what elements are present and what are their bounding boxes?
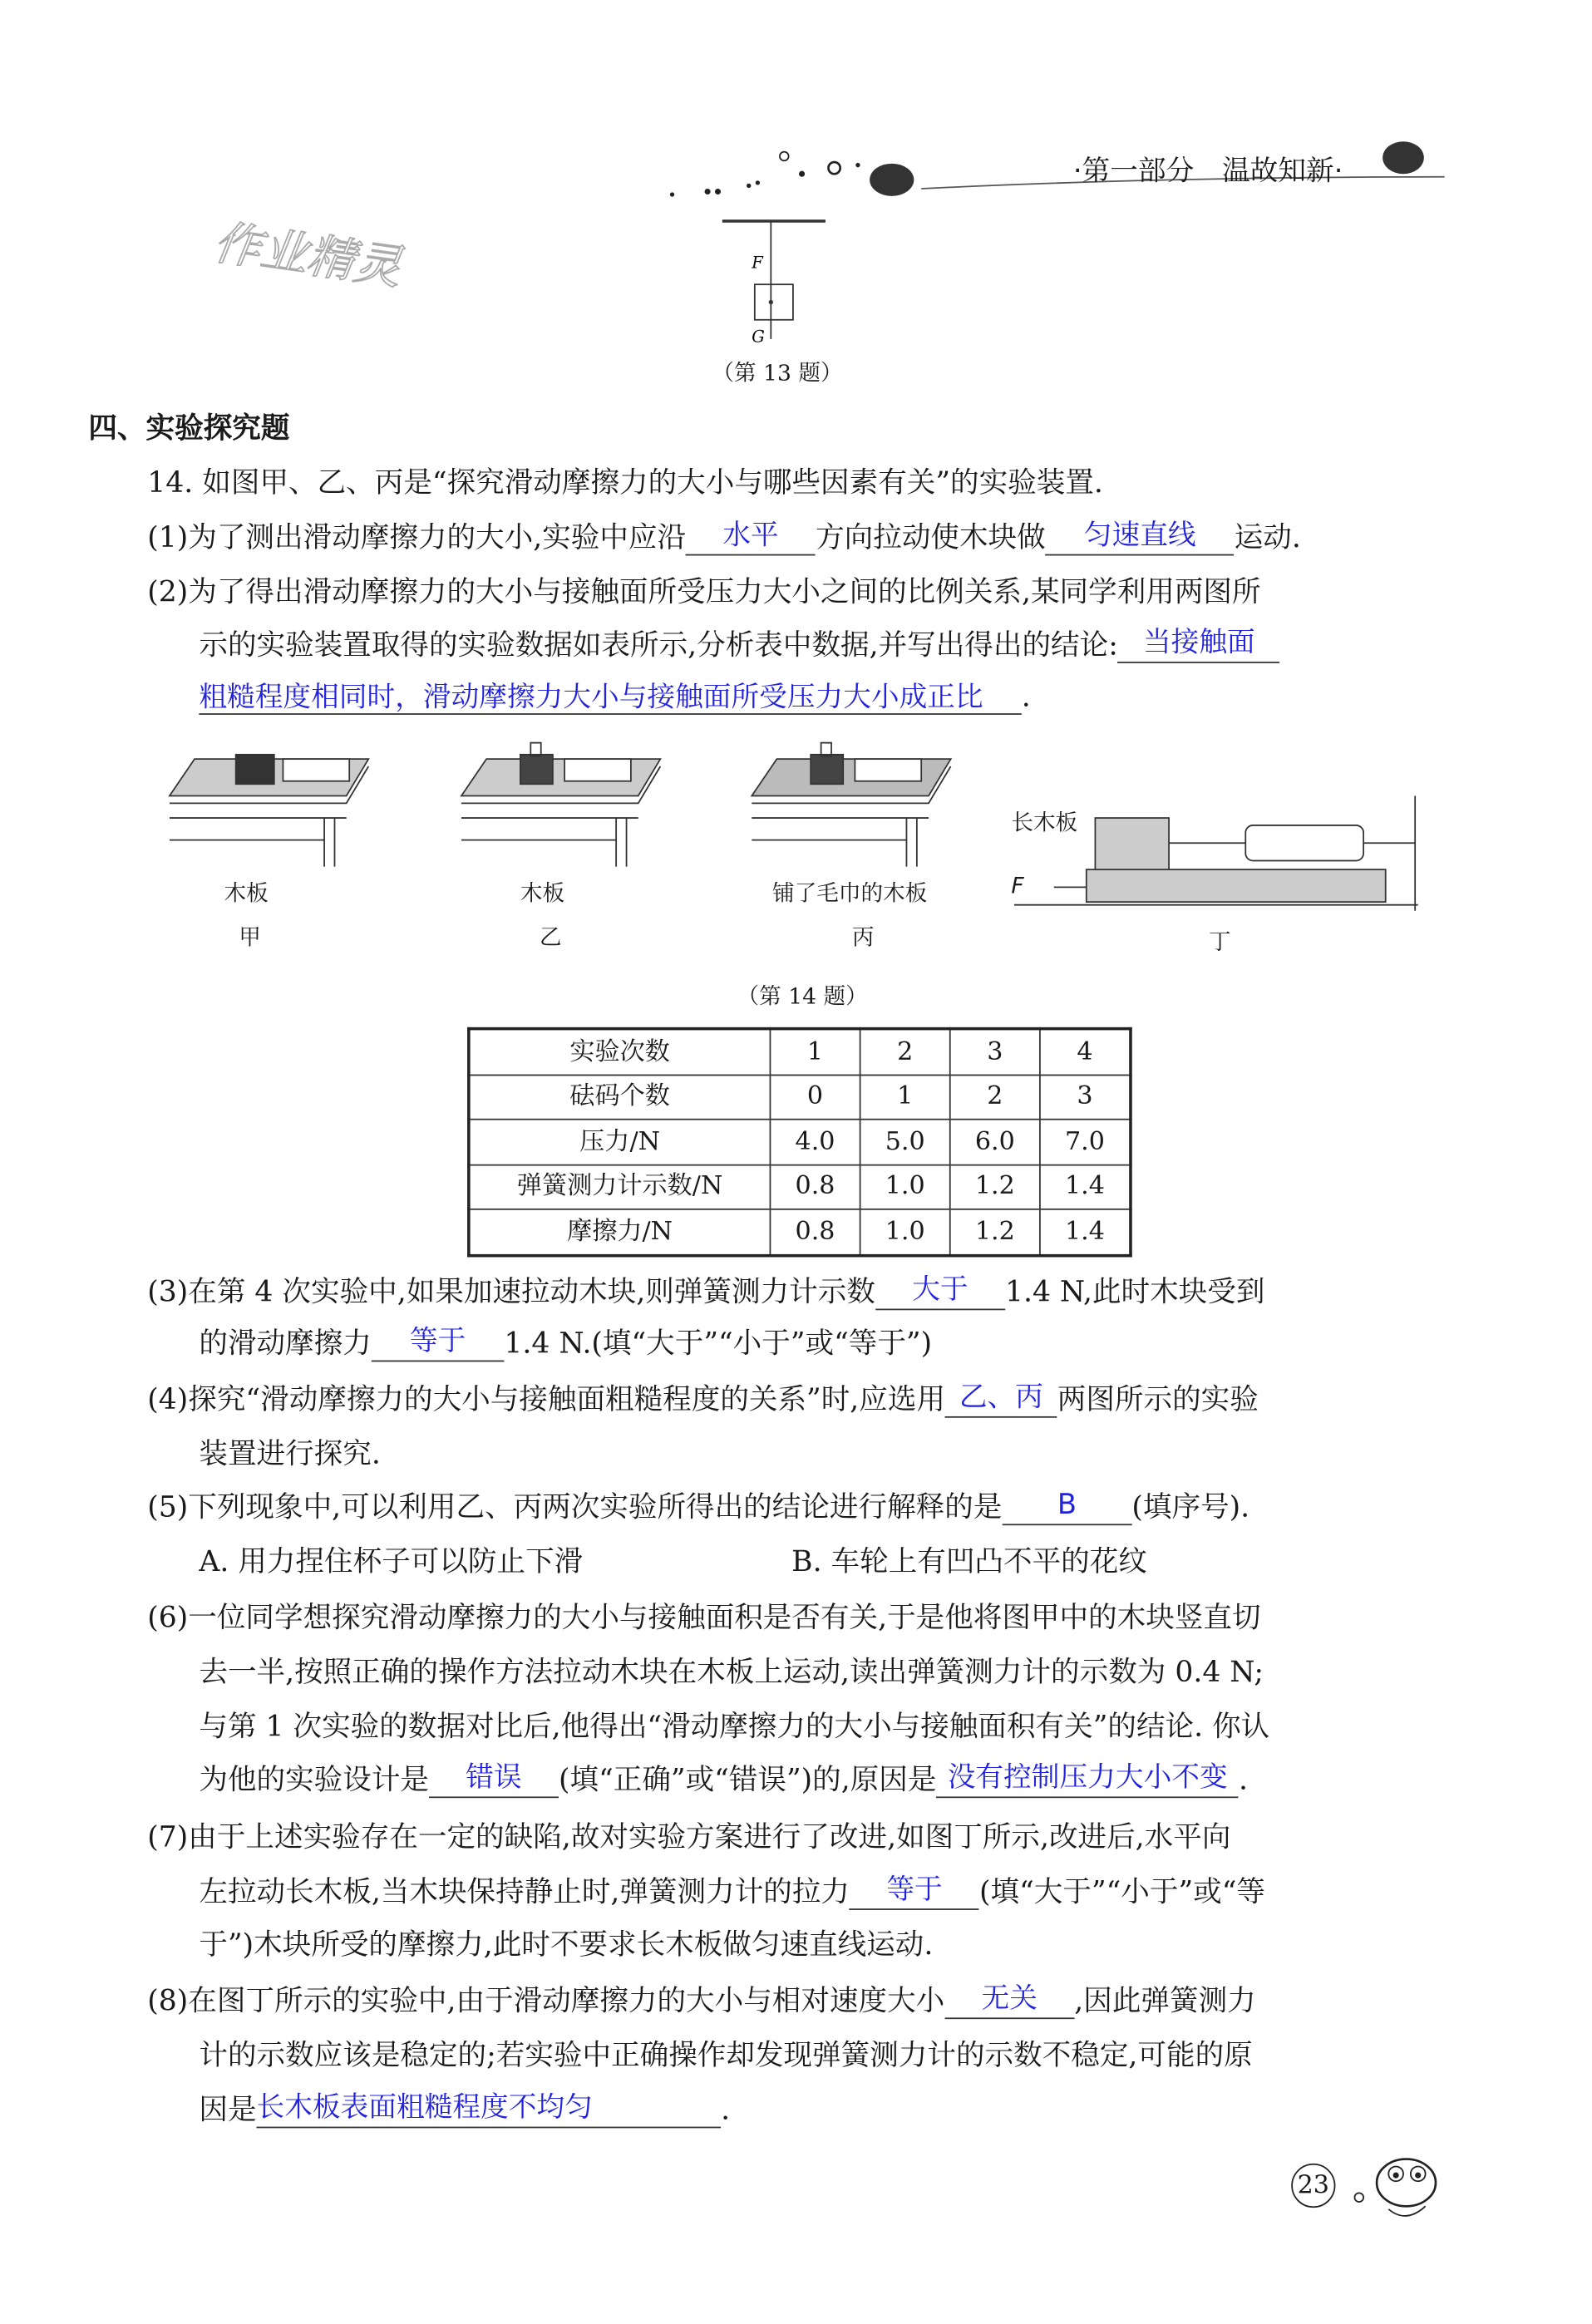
long-board-label: 长木板 (1011, 809, 1078, 836)
setup-jia (170, 755, 368, 867)
table-cell: 5.0 (860, 1120, 950, 1164)
table-cell: 7.0 (1040, 1120, 1131, 1164)
table-row (469, 1209, 1131, 1255)
q14-part1: (1)为了测出滑动摩擦力的大小,实验中应沿 水平 方向拉动使木块做 匀速直线 运动. (147, 519, 1301, 554)
yi-label: 乙 (539, 923, 562, 951)
section-header: ·第一部分 温故知新· (1072, 155, 1343, 188)
answer-blank[interactable]: 无关 (944, 1987, 1074, 2019)
q14-stem: 14. 如图甲、乙、丙是“探究滑动摩擦力的大小与哪些因素有关”的实验装置. (147, 465, 1103, 500)
q14-part8-line1: (8)在图丁所示的实验中,由于滑动摩擦力的大小与相对速度大小 无关 ,因此弹簧测力 (147, 1982, 1256, 2018)
q14-part4-line1: (4)探究“滑动摩擦力的大小与接触面粗糙程度的关系”时,应选用 乙、丙 两图所示的实验 (147, 1381, 1259, 1416)
table-cell: 2 (950, 1075, 1040, 1120)
table-row (469, 1120, 1131, 1164)
table-cell: 1 (770, 1029, 860, 1075)
q14-part3-line2: 的滑动摩擦力 等于 1.4 N.(填“大于”“小于”或“等于”) (199, 1325, 933, 1361)
answer-blank[interactable]: B (1002, 1493, 1131, 1525)
q14-part3-line1: (3)在第 4 次实验中,如果加速拉动木块,则弹簧测力计示数 大于 1.4 N,此时木块受到 (147, 1273, 1265, 1309)
q14-part2-line2: 示的实验装置取得的实验数据如表所示,分析表中数据,并写出得出的结论: 当接触面 (199, 628, 1280, 663)
q14-part6-line3: 与第 1 次实验的数据对比后,他得出“滑动摩擦力的大小与接触面积有关”的结论. 你认 (199, 1709, 1270, 1744)
table-cell: 1.0 (860, 1209, 950, 1255)
answer-blank[interactable]: 长木板表面粗糙程度不均匀 (257, 2095, 722, 2128)
setup-bing (752, 743, 950, 867)
table-cell: 6.0 (950, 1120, 1040, 1164)
table-cell: 3 (1040, 1075, 1131, 1120)
ding-label: 丁 (1208, 928, 1231, 955)
answer-blank[interactable]: 水平 (686, 523, 816, 555)
table-cell: 1.4 (1040, 1164, 1131, 1209)
table-cell: 1.2 (950, 1209, 1040, 1255)
row-header: 弹簧测力计示数/N (469, 1164, 771, 1209)
table-cell: 0 (770, 1075, 860, 1120)
mascot-icon (1344, 2144, 1455, 2226)
section-title: 四、实验探究题 (88, 411, 290, 446)
table-cell: 3 (950, 1029, 1040, 1075)
yi-surface-label: 木板 (520, 879, 565, 907)
row-header: 砝码个数 (469, 1075, 771, 1120)
table-cell: 1.0 (860, 1164, 950, 1209)
figure-13 (707, 206, 855, 353)
force-g-label: G (752, 327, 765, 347)
table-row (469, 1075, 1131, 1120)
pull-force-label: F (1011, 872, 1024, 899)
q14-part7-line2: 左拉动长木板,当木块保持静止时,弹簧测力计的拉力 等于 (填“大于”“小于”或“等 (199, 1873, 1265, 1909)
option-a: A. 用力捏住杯子可以防止下滑 (199, 1544, 584, 1578)
answer-blank[interactable]: 当接触面 (1118, 631, 1280, 663)
page-number: 23 (1291, 2164, 1335, 2208)
q14-part5: (5)下列现象中,可以利用乙、丙两次实验所得出的结论进行解释的是 B (填序号). (147, 1488, 1250, 1524)
q14-part8-line2: 计的示数应该是稳定的;若实验中正确操作却发现弹簧测力计的示数不稳定,可能的原 (199, 2038, 1253, 2072)
answer-blank[interactable]: 错误 (429, 1765, 559, 1798)
answer-blank[interactable]: 等于 (372, 1329, 505, 1361)
bing-surface-label: 铺了毛巾的木板 (772, 879, 928, 907)
table-cell: 2 (860, 1029, 950, 1075)
answer-blank[interactable]: 等于 (850, 1878, 979, 1910)
data-table (467, 1027, 1132, 1257)
q14-part6-line4: 为他的实验设计是 错误 (填“正确”或“错误”)的,原因是 没有控制压力大小不变 . (199, 1760, 1248, 1797)
jia-label: 甲 (239, 923, 261, 951)
row-header: 摩擦力/N (469, 1209, 771, 1255)
table-row (469, 1029, 1131, 1075)
table-cell: 1.4 (1040, 1209, 1131, 1255)
q14-part6-line2: 去一半,按照正确的操作方法拉动木块在木板上运动,读出弹簧测力计的示数为 0.4 N; (199, 1655, 1264, 1689)
figure-14-caption: （第 14 题） (737, 982, 868, 1010)
jia-surface-label: 木板 (224, 879, 269, 907)
table-row (469, 1164, 1131, 1209)
setup-yi (461, 743, 660, 867)
q14-part4-line2: 装置进行探究. (199, 1436, 381, 1471)
answer-blank[interactable]: 粗糙程度相同时，滑动摩擦力大小与接触面所受压力大小成正比 (199, 682, 1021, 715)
q14-part7-line3: 于”)木块所受的摩擦力,此时不要求长木板做匀速直线运动. (199, 1928, 934, 1962)
table-cell: 0.8 (770, 1209, 860, 1255)
figure-14-setups (147, 737, 1444, 958)
answer-blank[interactable]: 匀速直线 (1046, 523, 1235, 555)
table-cell: 4.0 (770, 1120, 860, 1164)
watermark: 作业精灵 (210, 214, 406, 296)
table-cell: 1 (860, 1075, 950, 1120)
q14-part2-line3: 粗糙程度相同时，滑动摩擦力大小与接触面所受压力大小成正比 . (199, 679, 1031, 714)
force-f-label: F (752, 253, 763, 273)
option-b: B. 车轮上有凹凸不平的花纹 (791, 1544, 1147, 1578)
table-cell: 1.2 (950, 1164, 1040, 1209)
q14-part2-line1: (2)为了得出滑动摩擦力的大小与接触面所受压力大小之间的比例关系,某同学利用两图所 (147, 574, 1261, 609)
row-header: 实验次数 (469, 1029, 771, 1075)
answer-blank[interactable]: 乙、丙 (945, 1386, 1057, 1418)
table-cell: 4 (1040, 1029, 1131, 1075)
q14-part6-line1: (6)一位同学想探究滑动摩擦力的大小与接触面积是否有关,于是他将图甲中的木块竖直切 (147, 1600, 1261, 1635)
bing-label: 丙 (851, 923, 875, 951)
answer-blank[interactable]: 没有控制压力大小不变 (936, 1765, 1238, 1798)
q14-part8-line3: 因是长木板表面粗糙程度不均匀 . (199, 2091, 731, 2127)
row-header: 压力/N (469, 1120, 771, 1164)
q14-part7-line1: (7)由于上述实验存在一定的缺陷,故对实验方案进行了改进,如图丁所示,改进后,水平向 (147, 1819, 1231, 1854)
table-cell: 0.8 (770, 1164, 860, 1209)
figure-13-caption: （第 13 题） (712, 359, 843, 387)
answer-blank[interactable]: 大于 (875, 1278, 1005, 1310)
